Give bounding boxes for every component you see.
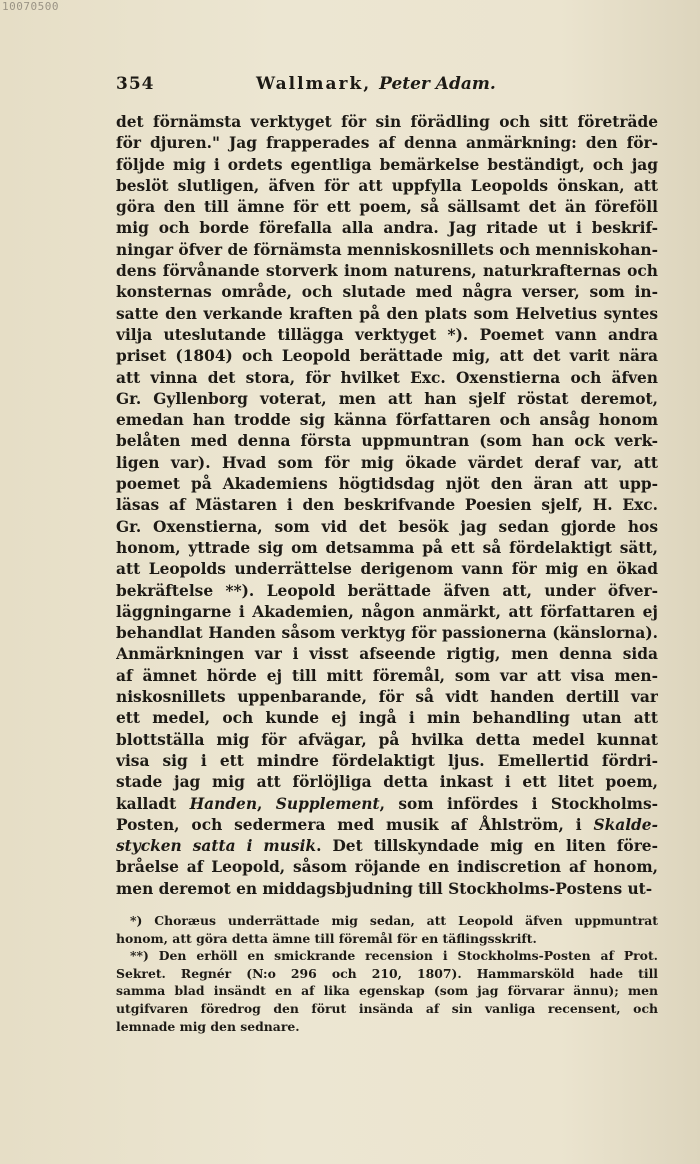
text-line: belåten med denna första uppmuntran (som han ock verk- — [116, 432, 658, 451]
text-line: kalladt Handen, Supplement, som infördes i Stockholms- — [116, 794, 658, 813]
text-line: det förnämsta verktyget för sin förädling och sitt företräde — [116, 113, 658, 131]
text-line: mig och borde förefalla alla andra. Jag ritade ut i beskrif- — [116, 219, 658, 238]
text-line: stycken satta i musik. Det tillskyndade mig en liten före- — [116, 837, 658, 856]
text-line: läsas af Mästaren i den beskrifvande Poesien sjelf, H. Exc. — [116, 496, 658, 515]
text-line: Posten, och sedermera med musik af Åhlström, i Skalde- — [116, 815, 658, 834]
text-line: visa sig i ett mindre fördelaktigt ljus. Emellertid fördri- — [116, 751, 658, 770]
italic-title: Handen — [189, 794, 258, 813]
running-title-surname: Wallmark, — [256, 74, 372, 94]
footnote-line: utgifvaren föredrog den förut insända af sin vanliga recensent, och — [116, 1000, 658, 1016]
page-number: 354 — [116, 74, 155, 94]
text-line: ett medel, och kunde ej ingå i min behandling utan att — [116, 709, 658, 728]
text-line: läggningarne i Akademien, någon anmärkt, att författaren ej — [116, 602, 658, 621]
footnote-line: samma blad insändt en af lika egenskap (som jag förvarar ännu); men — [116, 983, 658, 999]
footnote-line: **) Den erhöll en smickrande recension i Stockholms-Posten af Prot. — [130, 948, 658, 964]
text-line: poemet på Akademiens högtidsdag njöt den äran att upp- — [116, 475, 658, 494]
text-line: göra den till ämne för ett poem, så sällsamt det än föreföll — [116, 198, 658, 217]
text-line: niskosnillets uppenbarande, för så vidt handen dertill var — [116, 688, 658, 707]
text-line: vilja uteslutande tillägga verktyget *). Poemet vann andra — [116, 325, 658, 344]
archive-stamp: 10070500 — [2, 0, 59, 13]
text-line: satte den verkande kraften på den plats som Helvetius syntes — [116, 304, 658, 323]
footnote-line: *) Choræus underrättade mig sedan, att Leopold äfven uppmuntrat — [130, 913, 658, 928]
text-line: dens förvånande storverk inom naturens, naturkrafternas och — [116, 262, 658, 281]
text-line: konsternas område, och slutade med några verser, som in- — [116, 283, 658, 302]
italic-title: stycken satta i musik — [116, 837, 317, 856]
text-line: ningar öfver de förnämsta menniskosnillets och menniskohan- — [116, 240, 658, 259]
text-line: bråelse af Leopold, såsom röjande en indiscretion af honom, — [116, 858, 658, 877]
footnote-line: Sekret. Regnér (N:o 296 och 210, 1807). Hammarsköld hade till — [116, 965, 658, 981]
text-line: priset (1804) och Leopold berättade mig, att det varit nära — [116, 347, 658, 366]
page-header — [116, 74, 656, 98]
text-line: Gr. Gyllenborg voterat, men att han sjelf röstat deremot, — [116, 389, 658, 408]
text-line: Gr. Oxenstierna, som vid det besök jag sedan gjorde hos — [116, 517, 658, 536]
italic-title: Supplement — [275, 794, 380, 813]
text-line: beslöt slutligen, äfven för att uppfylla Leopolds önskan, att — [116, 176, 658, 195]
running-title-given-name: Peter Adam. — [379, 74, 496, 94]
text-line: behandlat Handen såsom verktyg för passionerna (känslorna). — [116, 624, 658, 643]
text-line: för djuren." Jag frapperades af denna anmärkning: den för- — [116, 134, 658, 153]
footnote-line: honom, att göra detta ämne till föremål för en täflingsskrift. — [116, 930, 537, 946]
text-line: ligen var). Hvad som för mig ökade värdet deraf var, att — [116, 453, 658, 472]
italic-title: Skalde- — [593, 815, 658, 834]
text-line: men deremot en middagsbjudning till Stockholms-Postens ut- — [116, 879, 653, 898]
text-line: stade jag mig att förlöjliga detta inkast i ett litet poem, — [116, 773, 658, 792]
text-line: af ämnet hörde ej till mitt föremål, som var att visa men- — [116, 666, 658, 685]
text-line: följde mig i ordets egentliga bemärkelse beständigt, och jag — [116, 155, 658, 174]
text-line: Anmärkningen var i visst afseende rigtig, men denna sida — [116, 645, 658, 664]
text-line: emedan han trodde sig känna författaren och ansåg honom — [116, 411, 658, 430]
footnotes-block — [116, 912, 658, 1035]
main-text-block — [116, 112, 658, 900]
text-line: blottställa mig för afvägar, på hvilka detta medel kunnat — [116, 730, 658, 749]
text-line: att Leopolds underrättelse derigenom vann för mig en ökad — [116, 560, 658, 579]
text-line: att vinna det stora, för hvilket Exc. Oxenstierna och äfven — [116, 368, 658, 387]
footnote-line: lemnade mig den sednare. — [116, 1018, 300, 1034]
text-line: bekräftelse **). Leopold berättade äfven att, under öfver- — [116, 581, 658, 600]
text-line: honom, yttrade sig om detsamma på ett så fördelaktigt sätt, — [116, 538, 658, 557]
running-title — [256, 74, 496, 94]
